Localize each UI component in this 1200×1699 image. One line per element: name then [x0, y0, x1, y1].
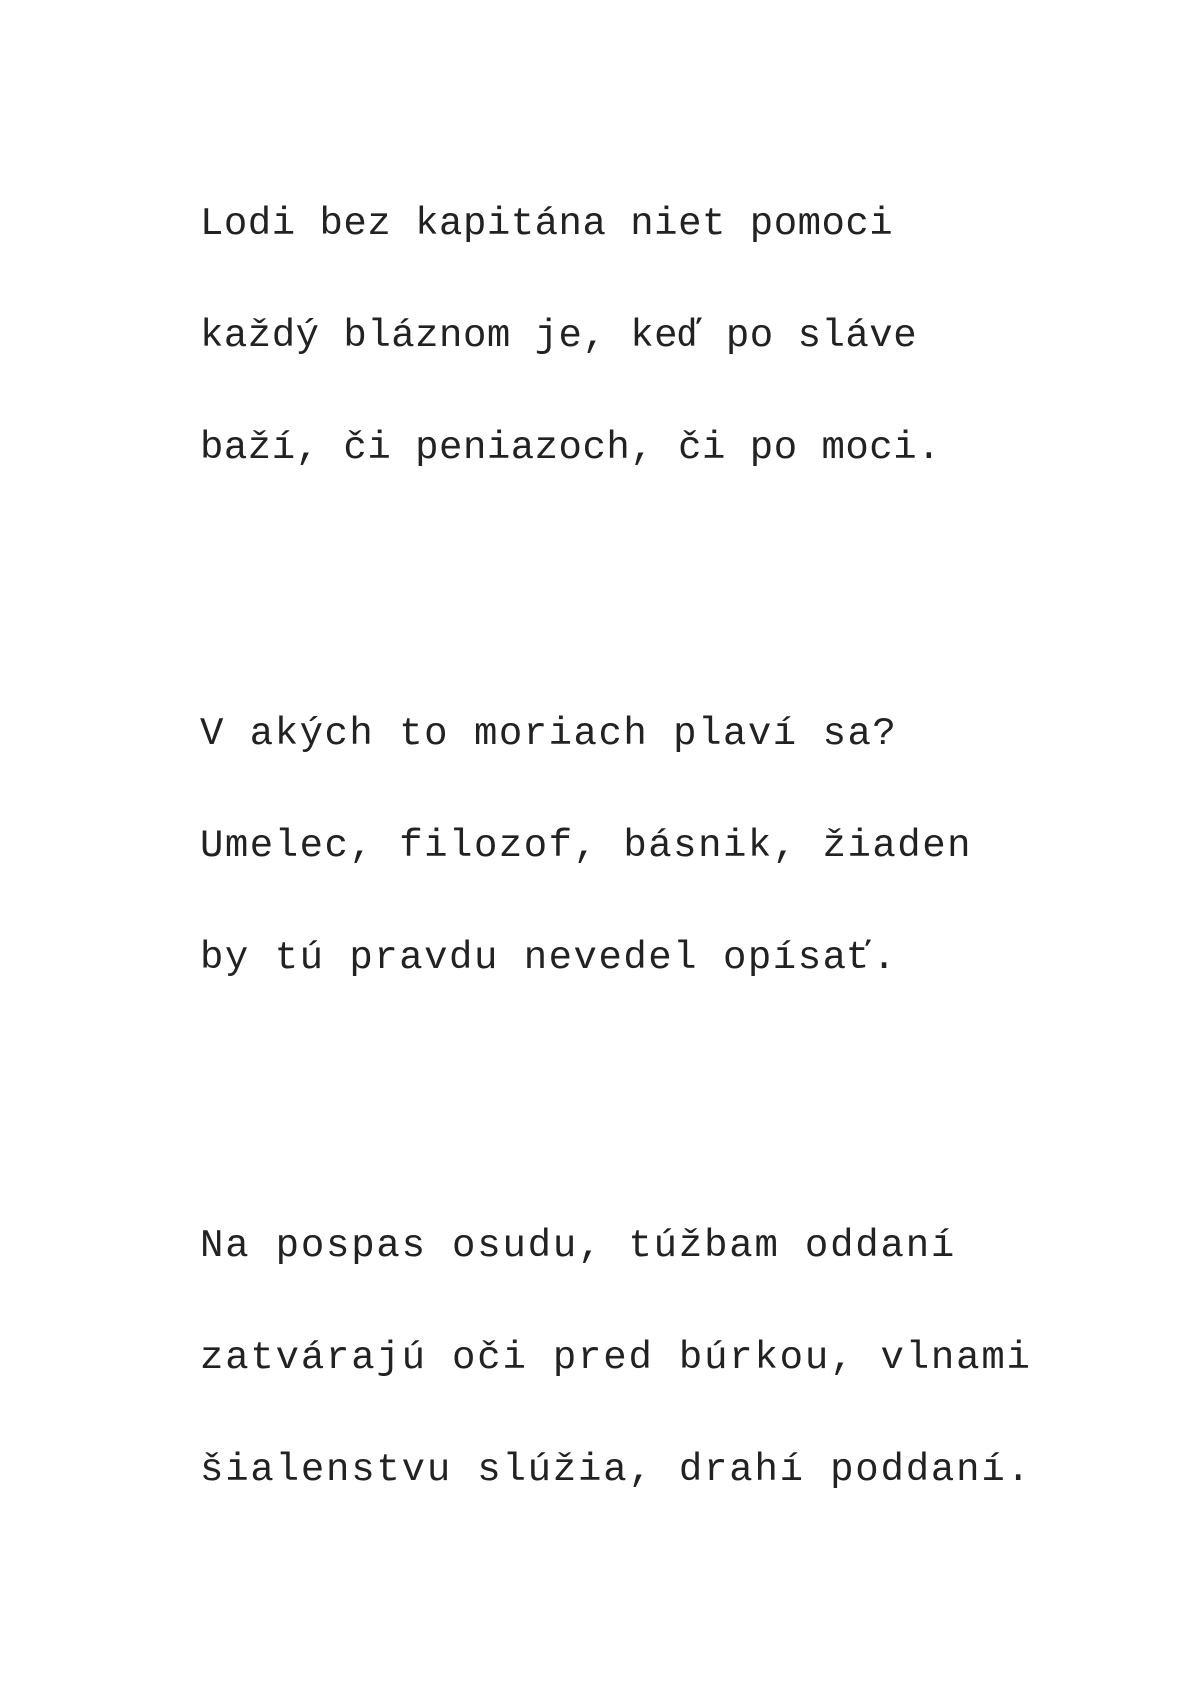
stanza-2-line-3: by tú pravdu nevedel opísať.	[200, 936, 898, 980]
stanza-1-line-2: každý bláznom je, keď po sláve	[200, 314, 918, 358]
stanza-1-line-3: baží, či peniazoch, či po moci.	[200, 426, 942, 470]
stanza-2	[200, 710, 1100, 1046]
stanza-3-line-2: zatvárajú oči pred búrkou, vlnami	[200, 1336, 1032, 1380]
stanza-3-line-3: šialenstvu slúžia, drahí poddaní.	[200, 1448, 1032, 1492]
stanza-1	[200, 200, 1100, 536]
stanza-3-line-1: Na pospas osudu, túžbam oddaní	[200, 1224, 957, 1268]
stanza-2-line-1: V akých to moriach plaví sa?	[200, 712, 898, 756]
stanza-1-line-1: Lodi bez kapitána niet pomoci	[200, 202, 894, 246]
stanza-3	[200, 1222, 1100, 1558]
stanza-2-line-2: Umelec, filozof, básnik, žiaden	[200, 824, 973, 868]
